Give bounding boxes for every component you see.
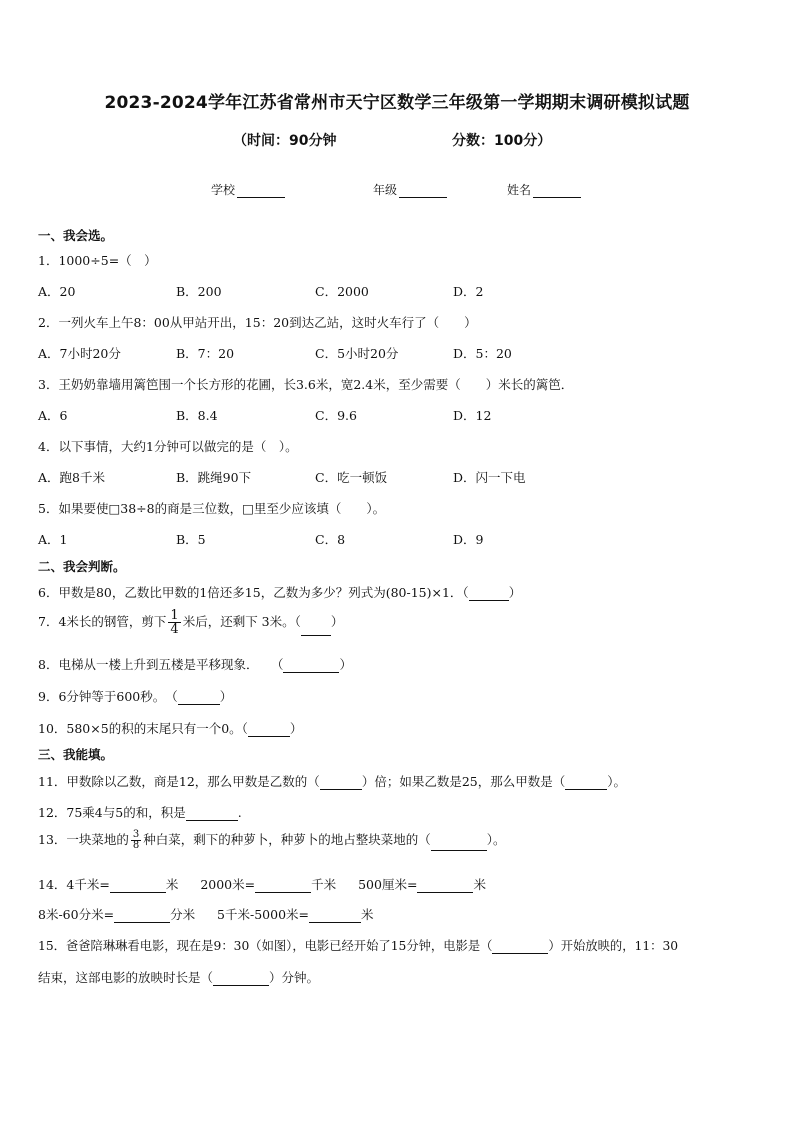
question-8 [38,655,352,673]
question-13-pre: 13．一块菜地的 [38,832,129,847]
question-15-line-2 [38,968,319,986]
option-b[interactable]: B．8.4 [176,408,218,423]
name-blank[interactable] [533,185,581,198]
fraction-numerator: 3 [132,829,140,840]
question-15-line2-end: ）分钟。 [269,970,320,985]
conversion-3-text: 500厘米= [358,877,418,892]
answer-blank[interactable] [114,910,170,923]
answer-blank[interactable] [248,724,290,737]
answer-blank[interactable] [255,880,311,893]
question-3: 3．王奶奶靠墙用篱笆围一个长方形的花圃，长3.6米，宽2.4米，至少需要（ ）米长的篱笆． [38,377,574,392]
question-9-close: ） [219,689,233,704]
question-1: 1．1000÷5=（ ） [38,253,157,268]
question-15-line2-pre: 结束，这部电影的放映时长是（ [38,970,214,985]
option-a[interactable]: A．7小时20分 [38,346,121,361]
option-d[interactable]: D．9 [453,532,484,547]
answer-blank[interactable] [469,588,509,601]
conversion-4-text: 8米-60分米= [38,907,115,922]
question-6 [38,583,521,601]
question-11-close: ）。 [607,774,626,789]
name-label: 姓名 [507,183,532,197]
name-field[interactable] [507,181,581,198]
question-12-end: . [237,805,242,820]
fraction [168,609,180,636]
question-15-line-1 [38,936,678,954]
question-13-close: ）。 [486,832,506,847]
fraction-numerator: 1 [170,608,179,623]
question-8-text: 8．电梯从一楼上升到五楼是平移现象． （ [38,657,284,672]
answer-blank[interactable] [178,692,220,705]
option-b[interactable]: B．7：20 [176,346,235,361]
option-c[interactable]: C．8 [315,532,346,547]
answer-blank[interactable] [301,623,331,636]
answer-blank[interactable] [431,838,487,851]
question-6-text: 6．甲数是80，乙数比甲数的1倍还多15，乙数为多少？列式为(80-15)×1．（ [38,585,469,600]
conversion-2-text: 2000米= [200,877,256,892]
option-a[interactable]: A．跑8千米 [38,470,105,485]
question-4: 4．以下事情，大约1分钟可以做完的是（ ）。 [38,439,298,454]
conversion-4-unit: 分米 [170,907,196,922]
score-label: 分数：100分） [452,133,552,149]
conversion-3-unit: 米 [473,877,486,892]
conversion-5 [217,907,373,922]
section-heading-1: 一、我会选。 [38,228,114,243]
conversion-3 [358,877,486,892]
question-11-mid: ）倍；如果乙数是25，那么甲数是（ [361,774,566,789]
answer-blank[interactable] [283,660,339,673]
conversion-5-text: 5千米-5000米= [217,907,310,922]
question-9 [38,687,232,705]
option-c[interactable]: C．2000 [315,284,369,299]
grade-blank[interactable] [399,185,447,198]
question-15-mid: ）开始放映的，11：30 [548,939,679,953]
question-7-post: 米后，还剩下 3米。（ [182,614,301,629]
question-2: 2．一列火车上午8：00从甲站开出，15：20到达乙站，这时火车行了（ ） [38,315,477,330]
option-a[interactable]: A．20 [38,284,76,299]
answer-blank[interactable] [186,808,238,821]
question-14-line-1 [38,875,486,893]
option-d[interactable]: D．5：20 [453,346,512,361]
exam-title: 2023-2024学年江苏省常州市天宁区数学三年级第一学期期末调研模拟试题 [104,93,690,113]
answer-blank[interactable] [213,973,269,986]
question-12-text: 12．75乘4与5的和，积是 [38,805,186,820]
grade-label: 年级 [373,183,398,197]
school-label: 学校 [211,183,236,197]
option-d[interactable]: D．闪一下电 [453,470,526,485]
option-c[interactable]: C．5小时20分 [315,346,399,361]
fraction-denominator: 8 [132,840,140,851]
question-13-post: 种白菜，剩下的种萝卜，种萝卜的地占整块菜地的（ [143,832,431,847]
option-c[interactable]: C．吃一顿饭 [315,470,388,485]
fraction [131,830,141,851]
answer-blank[interactable] [320,777,362,790]
answer-blank[interactable] [492,941,548,954]
question-9-text: 9．6分钟等于600秒。 （ [38,689,178,704]
conversion-1 [38,877,178,892]
question-14-line-2 [38,905,374,923]
grade-field[interactable] [373,181,447,198]
conversion-2 [200,877,336,892]
conversion-1-unit: 米 [165,877,179,892]
student-info [0,181,794,199]
question-11-pre: 11．甲数除以乙数，商是12，那么甲数是乙数的（ [38,774,320,789]
option-b[interactable]: B．5 [176,532,206,547]
question-13 [38,830,506,851]
answer-blank[interactable] [417,880,473,893]
option-a[interactable]: A．6 [38,408,68,423]
answer-blank[interactable] [309,910,361,923]
conversion-1-text: 14．4千米= [38,877,110,892]
answer-blank[interactable] [110,880,166,893]
question-15-pre: 15．爸爸陪琳琳看电影，现在是9：30（如图），电影已经开始了15分钟，电影是（ [38,939,493,953]
section-heading-2: 二、我会判断。 [38,559,126,574]
question-6-close: ） [508,585,522,600]
question-5: 5．如果要使□38÷8的商是三位数，□里至少应该填（ ）。 [38,501,386,516]
question-11 [38,772,626,790]
question-12 [38,803,242,821]
conversion-4 [38,907,195,922]
conversion-5-unit: 米 [361,907,374,922]
option-b[interactable]: B．跳绳90下 [176,470,252,485]
option-c[interactable]: C．9.6 [315,408,357,423]
question-7-pre: 7．4米长的钢管，剪下 [38,614,167,629]
question-8-close: ） [339,657,352,672]
answer-blank[interactable] [565,777,607,790]
question-10-close: ） [289,721,303,736]
option-b[interactable]: B．200 [176,284,222,299]
question-10-text: 10．580×5的积的末尾只有一个0。（ [38,721,248,736]
fraction-denominator: 4 [170,622,179,637]
school-blank[interactable] [237,185,285,198]
conversion-2-unit: 千米 [311,877,337,892]
option-d[interactable]: D．12 [453,408,492,423]
school-field[interactable] [211,181,285,198]
question-7-close: ） [330,614,344,629]
question-10 [38,719,302,737]
time-label: （时间：90分钟 [233,133,337,149]
question-7 [38,609,343,636]
option-a[interactable]: A．1 [38,532,68,547]
section-heading-3: 三、我能填。 [38,747,114,762]
option-d[interactable]: D．2 [453,284,484,299]
